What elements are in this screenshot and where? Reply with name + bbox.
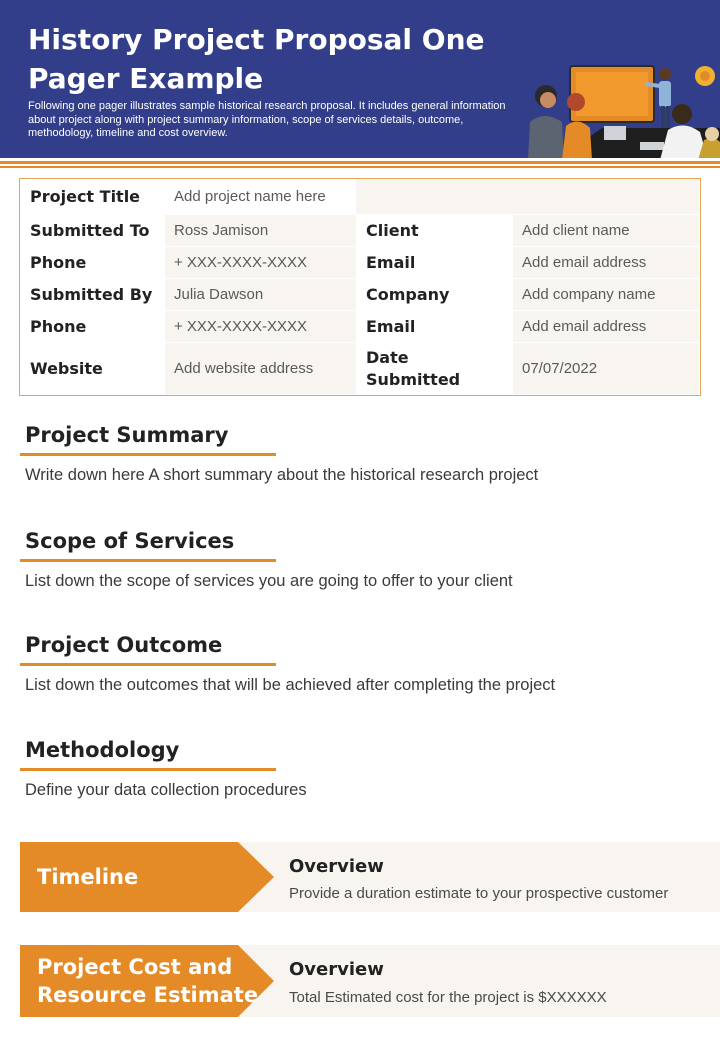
email-label-2: Email	[366, 316, 416, 336]
client-value[interactable]: Add client name	[513, 215, 699, 246]
company-label: Company	[366, 284, 450, 304]
project-title-value[interactable]: Add project name here	[165, 179, 356, 214]
section-project-summary	[20, 421, 680, 486]
page-title: History Project Proposal One Pager Example	[28, 23, 485, 95]
timeline-banner	[20, 842, 720, 912]
row-submitted-to	[20, 215, 699, 246]
header-rule-top	[0, 161, 720, 164]
cost-banner	[20, 945, 720, 1017]
timeline-label: Timeline	[37, 865, 139, 889]
row-phone-2	[20, 311, 699, 342]
section-title: Project Outcome	[25, 633, 223, 657]
website-value[interactable]: Add website address	[165, 343, 356, 394]
presentation-meeting-illustration	[522, 56, 720, 158]
section-underline	[20, 559, 276, 562]
project-title-label: Project Title	[30, 186, 141, 206]
email-value-1[interactable]: Add email address	[513, 247, 699, 278]
row-phone-1	[20, 247, 699, 278]
submitted-by-label: Submitted By	[30, 284, 153, 304]
date-submitted-value[interactable]: 07/07/2022	[513, 343, 699, 394]
cost-overview-heading: Overview	[289, 959, 384, 980]
section-underline	[20, 663, 276, 666]
submitted-to-label: Submitted To	[30, 220, 150, 240]
section-body: Write down here A short summary about the historical research project	[25, 466, 539, 484]
section-body: List down the outcomes that will be achieved after completing the project	[25, 676, 556, 694]
header-banner	[0, 0, 720, 158]
timeline-overview-text: Provide a duration estimate to your prospective customer	[289, 885, 669, 902]
section-body: Define your data collection procedures	[25, 781, 307, 799]
cost-overview-text: Total Estimated cost for the project is $XXXXXX	[289, 989, 607, 1006]
phone-value-1[interactable]: + XXX-XXXX-XXXX	[165, 247, 356, 278]
company-value[interactable]: Add company name	[513, 279, 699, 310]
project-info-table	[19, 178, 701, 396]
client-label: Client	[366, 220, 419, 240]
submitted-by-value[interactable]: Julia Dawson	[165, 279, 356, 310]
row-project-title	[20, 179, 699, 214]
section-title: Methodology	[25, 738, 180, 762]
section-scope-of-services	[20, 527, 680, 592]
timeline-overview-heading: Overview	[289, 856, 384, 877]
section-title: Scope of Services	[25, 529, 235, 553]
section-title: Project Summary	[25, 423, 229, 447]
section-underline	[20, 453, 276, 456]
email-label-1: Email	[366, 252, 416, 272]
cost-label: Project Cost and Resource Estimate	[37, 955, 259, 1007]
phone-label-2: Phone	[30, 316, 87, 336]
header-rule-bottom	[0, 166, 720, 168]
row-website	[20, 343, 699, 394]
date-submitted-label: Date Submitted	[366, 347, 461, 389]
section-project-outcome	[20, 631, 680, 696]
submitted-to-value[interactable]: Ross Jamison	[165, 215, 356, 246]
row-submitted-by	[20, 279, 699, 310]
section-underline	[20, 768, 276, 771]
project-title-filler	[356, 179, 699, 214]
email-value-2[interactable]: Add email address	[513, 311, 699, 342]
phone-value-2[interactable]: + XXX-XXXX-XXXX	[165, 311, 356, 342]
page-subtitle: Following one pager illustrates sample historical research proposal. It includes general information about project along with project summary information, scope of services details, outcome, methodology, timeline and cost overview.	[28, 100, 506, 139]
website-label: Website	[30, 358, 103, 378]
section-body: List down the scope of services you are going to offer to your client	[25, 572, 513, 590]
phone-label-1: Phone	[30, 252, 87, 272]
section-methodology	[20, 736, 680, 801]
